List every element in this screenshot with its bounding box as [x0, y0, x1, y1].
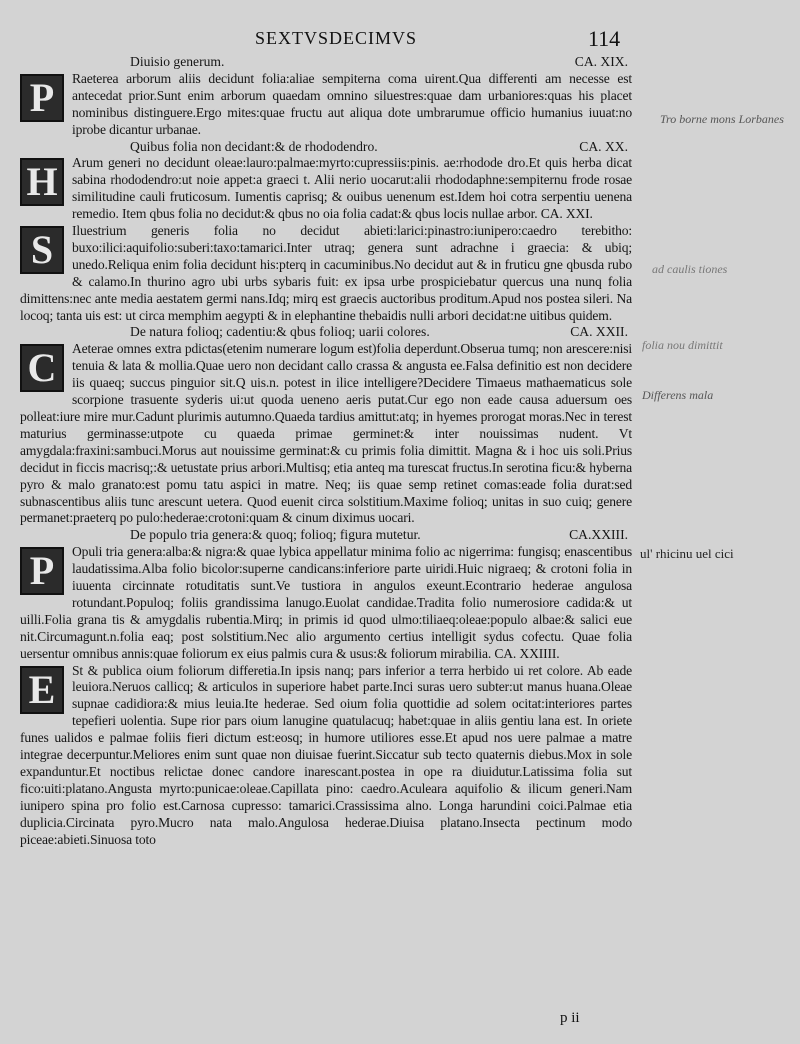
main-text-column [20, 54, 632, 849]
margin-note: Tro borne mons Lorbanes [660, 112, 784, 126]
chapter-23 [20, 527, 632, 662]
chapter-title: De natura folioq; cadentiu:& qbus folioq; uarii colores. [130, 324, 430, 340]
chapter-20 [20, 139, 632, 224]
chapter-24 [20, 663, 632, 849]
chapter-22 [20, 324, 632, 527]
chapter-19 [20, 54, 632, 139]
chapter-text: Arum generi no decidunt oleae:lauro:palmae:myrto:cupressiis:pinis. ae:rhodode dro.Et quis herba dicat sabina rhododendro:ut noie appet:a graeci t. Alii nerio uocarut:alii rhododaphne:sempiternu frode rosae similitudine cauli fruticosum. Iumentis caprisq; & ouibus uenenum est.Idem hoi cotra serpentiu uenena remedio. Item qbus folia no decidut:& qbus no oia folia cadat:& qbus locis nullae arbor. CA. XXI. [72, 155, 632, 222]
decorated-initial: H [20, 158, 64, 206]
chapter-text: Aeterae omnes extra pdictas(etenim numerare logum est)folia deperdunt.Obserua tumq; non arescere:nisi tenuia & lata & mollia.Quae uero non decidant callo crassa & angusta ee.Falsa definitio est non decidere iis quaeq; succus pinguior sit.Q uis.n. potest in ilice intelligere?Decidere Timaeus mathaematicus sole scorpione trasuente syderis ui:ut quoda ueneno aeris putat.Cur ego non eade causa aduersum oes polleat:iure mire mur.Cadunt plurimis autumno.Quaeda tardius amittut:atq; in hyemes prorogat moras.Nec in terest maturius germinasse:utpote cu quaeda primae germinet:& inter nouissimas nudent. Vt amygdala:fraxini:sambuci.Morus aut nouissime germinat:& cu primis folia dimittit. Magna & i hoc uis soli.Prius decidut in ficcis macrisq;:& uetustate prius arbori.Multisq; etia anteq ma turescat fructus.In serotina ficu:& hyberna pyro & malo granato:est pomu tatu aspici in matre. Neq; iis quae semp retinet comas:eade folia durat:sed subnascentibus aliis tunc arescunt uetera. Quod euenit circa solstitium.Maxime folioq; unitas in suo cuiq; genere permanet:praeterq po pulo:hederae:crotoni:quam & cinum diximus uocari. [20, 341, 632, 526]
chapter-heading [20, 527, 632, 544]
margin-note: folia nou dimittit [642, 338, 723, 352]
chapter-text: Iluestrium generis folia no decidut abieti:larici:pinastro:iunipero:caedro terebitho: buxo:ilici:aquifolio:suberi:taxo:tamarici.Inter utraq; genera sunt adrachne i graecia: & ubiq; unedo.Reliqua enim folia decidunt his:pterq in cacuminibus.No decidut aut & in fruticu gne qbusda rubo & calamo.In thurino agro ubi urbs sybaris fuit: ex ipsa urbe prospiciebatur quercus una nunq folia dimittens:nec ante media aestatem germi nans.Idq; mirq est graecis auctoribus proditum.Apud nos postea sileri. Na locoq; tanta uis est: ut circa memphim aegypti & in elephantine thebaidis nulli arbori decidat:ne uitibus quidem. [20, 223, 632, 323]
decorated-initial: P [20, 547, 64, 595]
chapter-text: Opuli tria genera:alba:& nigra:& quae lybica appellatur minima folio ac nigerrima: fungisq; enascentibus laudatissima.Alba folio bicolor:superne candicans:inferiore parte uiridi.Huic nigraeq; & crotoni folia in iuuenta circinnate rotuditatis sunt.Ve tustiora in angulos exeunt.Econtrario hederae angulosa rotundant.Populoq; foliis grandissima lanugo.Euolat candidae.Tradita folio numerosiore cadida:& ut uilli.Folia grana tis & amygdalis rubentia.Mirq; in primis id quod ulmo:tiliaeq:oleae:populo albae:& salici eue nit.Circumagunt.n.folia eaq; post solstitium.Nec alio argumento certius intelligit sydus cofectu. Quae folia uersentur omnibus annis:quae foliorum ex eius palmis cura & usus:& foliorum mirabilia. CA. XXIIII. [20, 544, 632, 661]
chapter-title: Diuisio generum. [130, 54, 225, 69]
page-header [0, 28, 800, 54]
chapter-heading [20, 139, 632, 156]
decorated-initial: E [20, 666, 64, 714]
chapter-number: CA. XXII. [570, 324, 628, 340]
chapter-text: Raeterea arborum aliis decidunt folia:aliae sempiterna coma uirent.Qua differenti am necesse est antecedat prior.Sunt enim arborum quaedam omnino siluestres:quae dam urbaniores:quas his placet nominibus distinguere.Ergo mites:quae fructu aut aliqua dote umbrarumue officio humanius iuuat:no iprobe dicantur urbanae. [72, 70, 632, 137]
chapter-text: St & publica oium foliorum differetia.In ipsis nanq; pars inferior a terra herbido ui ret colore. Ab eade leuiora.Neruos callicq; & articulos in superiore habet parte.Inci suras uero subter:ut manus huana.Oleae supnae cadidiora:& mius leuia.Ite hederae. Sed oium folia quottidie ad solem ocitat:interiores partes tepefieri uolentia. Supe rior pars oium lanugine quatulacuq; habet:quae in aliis gentiu lana est. In oriete funes ualidos e palmae foliis fieri dictum est:eosq; in humore utiliores esse.Et apud nos uere palmae a matre integrae decerpuntur.Meliores enim sunt quae non diuisae fuerint.Siccatur sub tecto quaternis diebus.Mox in sole expanduntur.Et noctibus relictae donec candore inarescant.postea in ope ra diuidutur.Latissima folia sut fico:uiti:platano.Angusta myrto:punicae:oleae.Capillata pino: caedro.Aculeara aquifolio & ilicum generi.Nam iunipero spina pro folio est.Carnosa cupresso: tamarici.Crassissima alno. Longa harundini coici.Palmae etia duplicia.Circinata pyro.Mucro nata malo.Angulosa hederae.Diuisa platano.Insecta pectinum modo piceae:abieti.Sinuosa toto [20, 662, 632, 847]
chapter-heading [20, 54, 632, 71]
decorated-initial: C [20, 344, 64, 392]
chapter-number: CA. XIX. [574, 54, 628, 69]
folio-number: 114 [588, 26, 621, 51]
chapter-title: De populo tria genera:& quoq; folioq; figura mutetur. [130, 527, 421, 543]
chapter-number: CA. XX. [579, 138, 628, 154]
decorated-initial: S [20, 226, 64, 274]
chapter-title: Quibus folia non decidant:& de rhododendro. [130, 138, 378, 154]
margin-note: ul' rhicinu uel cici [640, 546, 734, 561]
decorated-initial: P [20, 74, 64, 122]
chapter-heading [20, 324, 632, 341]
chapter-21 [20, 223, 632, 324]
margin-note: ad caulis tiones [652, 262, 728, 276]
chapter-number: CA.XXIII. [569, 527, 628, 543]
margin-note: Differens mala [642, 388, 714, 402]
running-head: SEXTVSDECIMVS [255, 28, 418, 48]
signature-mark: p ii [560, 1010, 580, 1026]
